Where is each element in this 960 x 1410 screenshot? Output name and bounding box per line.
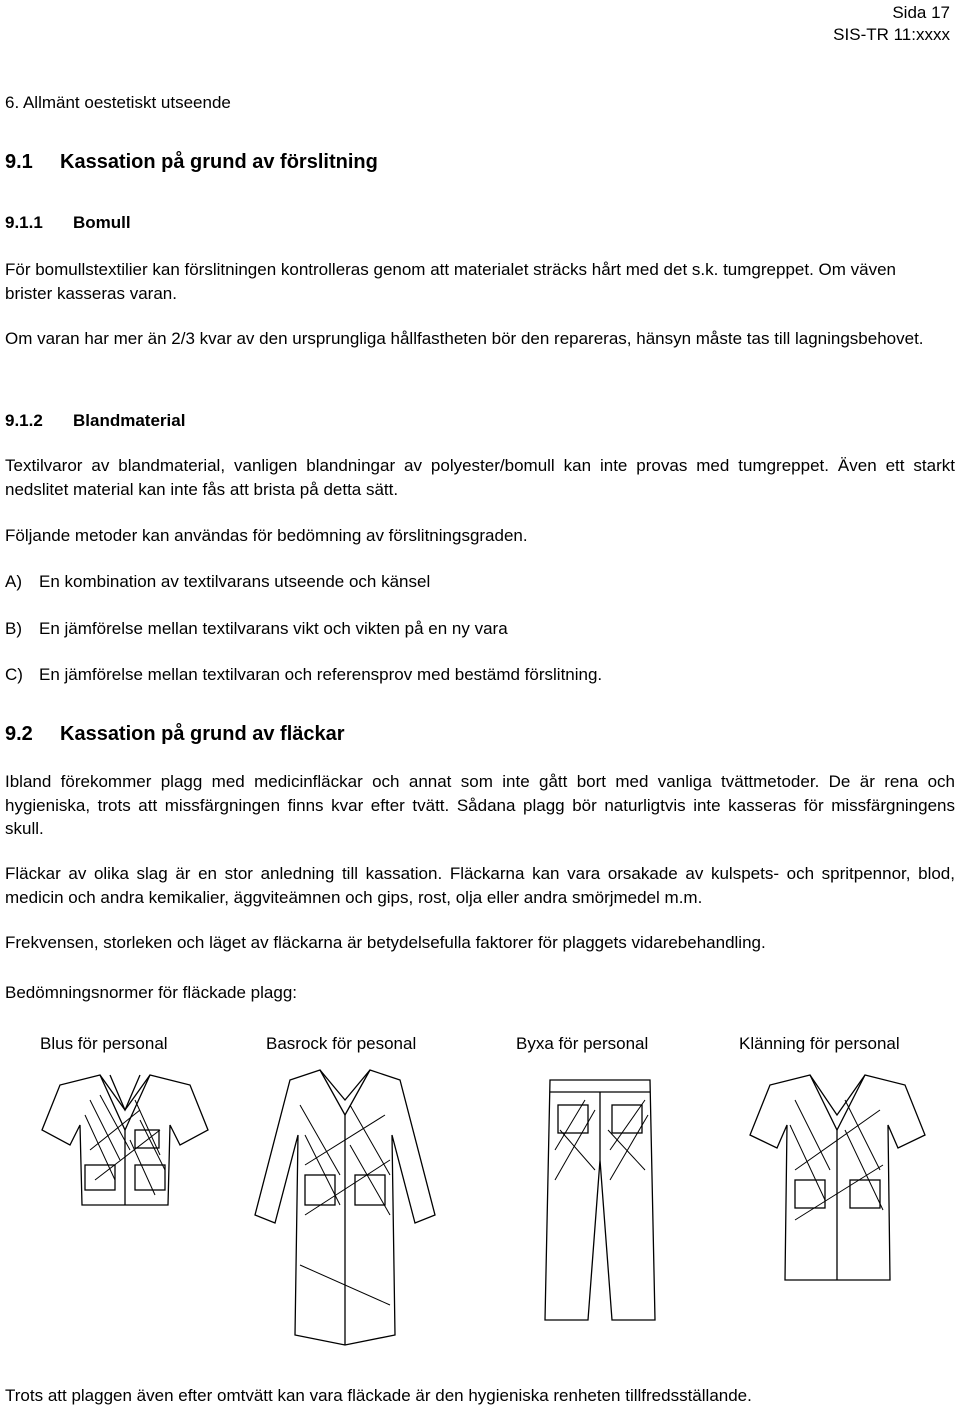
section-title: Blandmaterial bbox=[73, 411, 186, 430]
blouse-illustration bbox=[40, 1070, 210, 1210]
caption-blouse: Blus för personal bbox=[40, 1034, 168, 1053]
coat-pocket-left bbox=[305, 1175, 335, 1205]
list-item-b bbox=[5, 618, 508, 640]
coat-collar bbox=[320, 1070, 370, 1115]
section-9-2-heading bbox=[5, 722, 345, 746]
dress-collar bbox=[810, 1075, 865, 1130]
list-item-a bbox=[5, 571, 430, 593]
caption-coat: Basrock för pesonal bbox=[266, 1034, 417, 1053]
section-number: 9.2 bbox=[5, 723, 33, 745]
section-9-1-1-heading bbox=[5, 212, 131, 234]
section-title: Bomull bbox=[73, 213, 131, 232]
paragraph-flackar-1: Ibland förekommer plagg med medicinfläckar och annat som inte gått bort med vanliga tvättmetoder. De är rena och hygieniska, trots att missfärgningen finns kvar efter tvätt. Sådana plagg bör naturligtvis inte kasseras för missfärgningens skull. bbox=[5, 772, 955, 838]
list-label: B) bbox=[5, 619, 22, 638]
blouse-pocket-right bbox=[135, 1165, 165, 1190]
trousers-pocket-left bbox=[558, 1105, 588, 1133]
list-text: En jämförelse mellan textilvaran och referensprov med bestämd förslitning. bbox=[39, 665, 603, 684]
caption-trousers: Byxa för personal bbox=[516, 1034, 649, 1053]
section-9-1-heading bbox=[5, 150, 378, 174]
paragraph-flackar-4: Bedömningsnormer för fläckade plagg: bbox=[5, 983, 297, 1002]
section-6-heading: 6. Allmänt oestetiskt utseende bbox=[5, 93, 231, 112]
section-title: Kassation på grund av förslitning bbox=[60, 151, 378, 173]
paragraph-blandmaterial-2: Följande metoder kan användas för bedömning av förslitningsgraden. bbox=[5, 526, 528, 545]
paragraph-blandmaterial-1: Textilvaror av blandmaterial, vanligen blandningar av polyester/bomull kan inte provas med tumgreppet. Även ett starkt nedslitet material kan inte fås att brista på detta sätt. bbox=[5, 456, 955, 499]
list-item-c bbox=[5, 664, 602, 686]
section-title: Kassation på grund av fläckar bbox=[60, 723, 345, 745]
list-text: En kombination av textilvarans utseende och känsel bbox=[39, 572, 431, 591]
section-number: 9.1.2 bbox=[5, 411, 43, 430]
list-label: C) bbox=[5, 665, 23, 684]
page-number: Sida 17 bbox=[892, 3, 950, 22]
section-number: 9.1.1 bbox=[5, 213, 43, 232]
document-id: SIS-TR 11:xxxx bbox=[833, 25, 950, 44]
paragraph-flackar-2: Fläckar av olika slag är en stor anledning till kassation. Fläckarna kan vara orsakade av kulspets- och spritpennor, blod, medicin och andra kemikalier, äggviteämnen och gips, rost, olja eller andra smörjmedel m.m. bbox=[5, 864, 955, 907]
footer-paragraph: Trots att plaggen även efter omtvätt kan vara fläckade är den hygieniska renheten tillfredsställande. bbox=[5, 1386, 752, 1405]
list-text: En jämförelse mellan textilvarans vikt och vikten på en ny vara bbox=[39, 619, 508, 638]
trousers-pocket-right bbox=[612, 1105, 642, 1133]
dress-illustration bbox=[745, 1070, 930, 1285]
caption-dress: Klänning för personal bbox=[739, 1034, 900, 1053]
stain-hatching bbox=[555, 1100, 648, 1180]
list-label: A) bbox=[5, 572, 22, 591]
section-9-1-2-heading bbox=[5, 410, 185, 432]
paragraph-bomull-1: För bomullstextilier kan förslitningen kontrolleras genom att materialet sträcks hårt med det s.k. tumgreppet. Om väven brister kasseras varan. bbox=[5, 260, 896, 303]
blouse-pocket-left bbox=[85, 1165, 115, 1190]
coat-illustration bbox=[250, 1065, 440, 1355]
paragraph-bomull-2: Om varan har mer än 2/3 kvar av den ursprungliga hållfastheten bör den repareras, hänsyn måste tas till lagningsbehovet. bbox=[5, 329, 924, 348]
paragraph-flackar-3: Frekvensen, storleken och läget av fläckarna är betydelsefulla faktorer för plaggets vidarebehandling. bbox=[5, 933, 766, 952]
section-number: 9.1 bbox=[5, 151, 33, 173]
trousers-illustration bbox=[540, 1070, 660, 1330]
